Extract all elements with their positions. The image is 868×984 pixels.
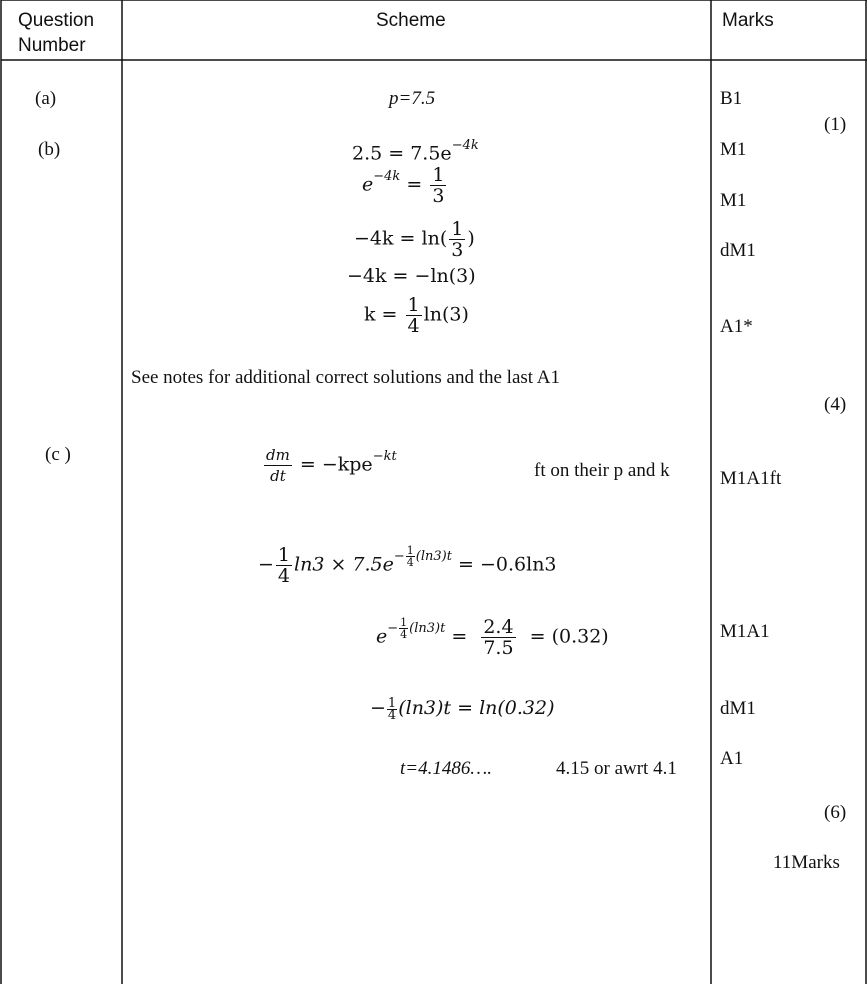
scheme-c-line2	[258, 545, 557, 586]
scheme-c-line4	[370, 697, 555, 721]
fraction-numerator: 1	[277, 544, 291, 566]
fraction-numerator: 1	[406, 544, 414, 558]
fraction-denominator: 4	[406, 556, 414, 570]
fraction-denominator: 3	[451, 239, 464, 261]
exponent-minus: −	[387, 621, 399, 637]
fraction-numerator: 1	[432, 164, 445, 186]
scheme-b-line5	[364, 295, 469, 336]
scheme-b-line1-text: 2.5 = 7.5e	[352, 142, 452, 165]
exponent-tail: (ln3)t	[409, 621, 446, 637]
scheme-c-line1-fraction	[264, 445, 292, 486]
fraction-denominator: 4	[407, 315, 420, 337]
header-question-label: Question	[18, 10, 95, 31]
scheme-c-line5-note: 4.15 or awrt 4.1	[556, 758, 677, 779]
mark-grand-total: 11Marks	[773, 852, 840, 873]
header-question-number	[18, 8, 94, 58]
mark-c-m1a1: M1A1	[720, 621, 770, 642]
scheme-c-line3-exponent	[387, 616, 446, 642]
scheme-c-line4-minus: −	[370, 697, 386, 719]
header-number-label: Number	[18, 35, 86, 56]
scheme-c-line4-rhs: (ln3)t = ln(0.32)	[398, 697, 555, 719]
scheme-b-line3	[354, 219, 475, 260]
scheme-b-line5-rhs: ln(3)	[423, 303, 469, 326]
scheme-b-note: See notes for additional correct solutions and the last A1	[131, 367, 560, 388]
fraction-denominator: 4	[277, 565, 291, 587]
scheme-b-line3-fraction	[449, 219, 465, 260]
scheme-b-line2-base: e	[362, 173, 374, 196]
part-a-label: (a)	[35, 88, 57, 109]
scheme-c-line4-fraction	[387, 695, 397, 723]
fraction-numerator: dm	[266, 446, 290, 464]
exponent-tail: (ln3)t	[415, 549, 452, 565]
scheme-c-line1-exponent: −kt	[372, 449, 397, 465]
scheme-b-line2-fraction	[430, 165, 446, 206]
part-b-label: (b)	[38, 139, 61, 160]
fraction-denominator: 4	[400, 628, 408, 642]
scheme-c-line2-exponent	[393, 544, 452, 570]
fraction-numerator: 1	[451, 218, 464, 240]
exponent-minus: −	[393, 549, 405, 565]
mark-b-a1: A1*	[720, 316, 753, 337]
scheme-a-line: p=7.5	[389, 88, 436, 109]
scheme-c-line1	[262, 445, 397, 486]
scheme-c-line3	[376, 617, 609, 658]
scheme-b-line2-equals: =	[406, 173, 423, 196]
mark-b-m1-first: M1	[720, 139, 747, 160]
mark-a-b1: B1	[720, 88, 743, 109]
scheme-c-line2-fraction	[276, 545, 292, 586]
scheme-b-line1-exponent: −4k	[451, 138, 479, 153]
header-marks: Marks	[722, 10, 774, 31]
scheme-b-line2	[362, 165, 448, 206]
scheme-b-line4: −4k = −ln(3)	[347, 265, 476, 287]
scheme-c-line2-mid: ln3 × 7.5e	[294, 553, 394, 576]
fraction-denominator: 7.5	[483, 637, 514, 659]
scheme-c-line2-minus: −	[258, 553, 274, 576]
fraction-numerator: 1	[407, 294, 420, 316]
scheme-b-line5-lhs: k =	[364, 303, 398, 326]
fraction-numerator: 2.4	[483, 616, 514, 638]
scheme-b-line2-exponent: −4k	[373, 169, 401, 185]
fraction-numerator: 1	[400, 616, 408, 630]
scheme-c-line3-base: e	[376, 625, 388, 648]
exponent-fraction	[406, 545, 415, 568]
mark-b-m1-second: M1	[720, 190, 747, 211]
mark-c-total: (6)	[824, 802, 847, 823]
scheme-b-line5-fraction	[406, 295, 422, 336]
exponent-fraction	[399, 617, 408, 640]
mark-c-m1a1ft: M1A1ft	[720, 468, 782, 489]
scheme-b-line3-rhs: )	[467, 227, 475, 250]
fraction-denominator: dt	[270, 467, 286, 485]
part-c-label: (c )	[45, 444, 71, 465]
header-scheme: Scheme	[376, 10, 446, 31]
scheme-c-line3-fraction	[481, 617, 515, 658]
fraction-denominator: 4	[387, 707, 397, 723]
scheme-b-line3-lhs: −4k = ln(	[354, 227, 448, 250]
mark-c-dm1: dM1	[720, 698, 756, 719]
mark-b-dm1: dM1	[720, 240, 756, 261]
scheme-c-line3-rhs: = (0.32)	[529, 625, 609, 648]
mark-b-total: (4)	[824, 394, 847, 415]
scheme-c-line1-note: ft on their p and k	[534, 460, 670, 481]
scheme-c-line5: t=4.1486….	[400, 758, 492, 779]
mark-c-a1: A1	[720, 748, 744, 769]
fraction-denominator: 3	[432, 185, 445, 207]
fraction-numerator: 1	[387, 695, 397, 711]
mark-a-total: (1)	[824, 114, 847, 135]
scheme-c-line1-rhs: = −kpe	[299, 453, 373, 476]
scheme-c-line3-equals: =	[451, 625, 468, 648]
scheme-c-line2-rhs: = −0.6ln3	[458, 553, 557, 576]
scheme-b-line1	[352, 138, 479, 164]
